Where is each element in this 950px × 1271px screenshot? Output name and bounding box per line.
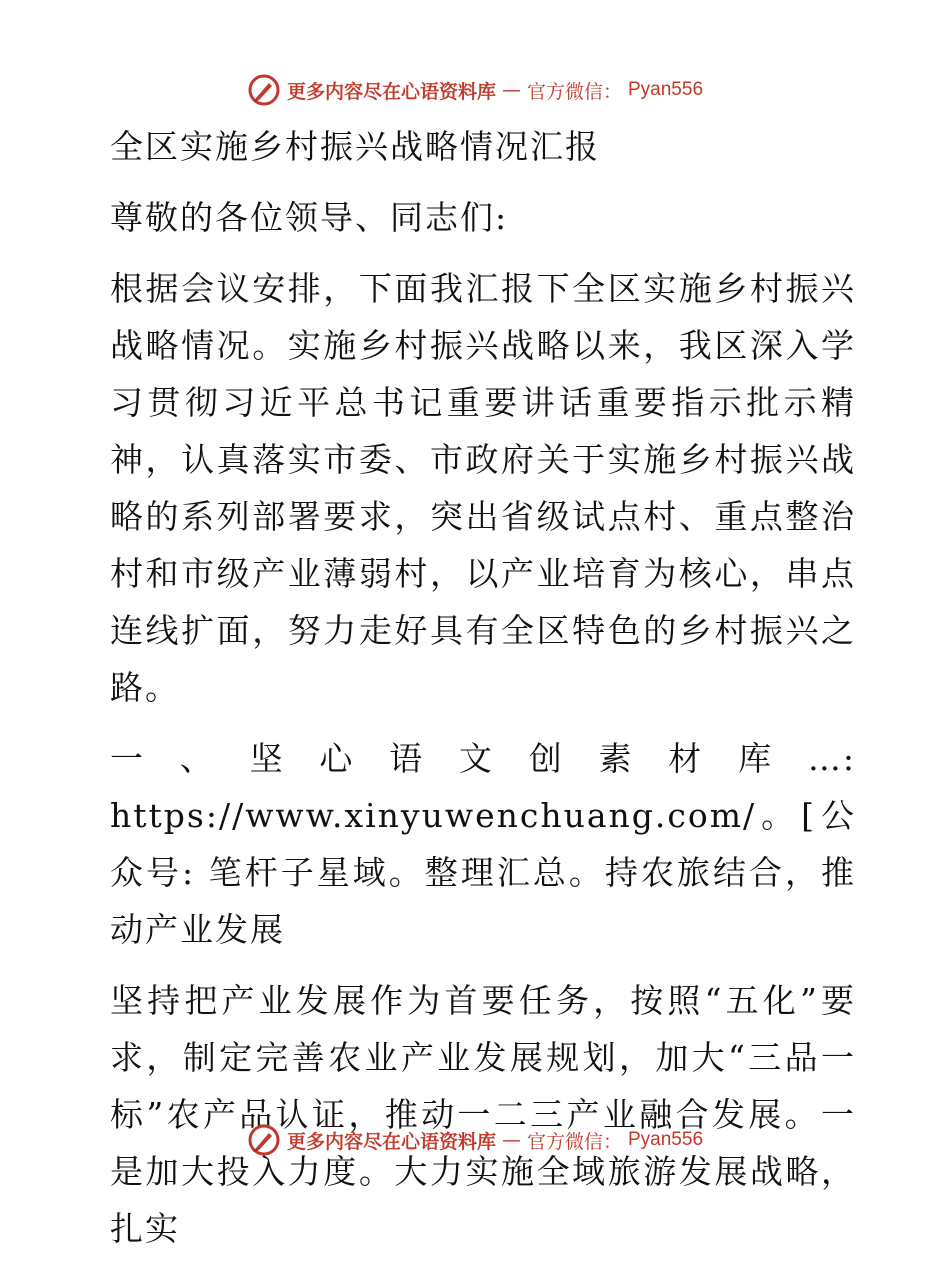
header-watermark <box>0 70 950 110</box>
watermark-separator: — <box>501 79 521 101</box>
paragraph-3: 坚持把产业发展作为首要任务，按照“五化”要求，制定完善农业产业发展规划，加大“三品一标”农产品认证，推动一二三产业融合发展。一是加大投入力度。大力实施全域旅游发展战略，扎实 <box>110 981 856 1248</box>
pen-logo-icon <box>247 1123 281 1157</box>
watermark-contact-id: Pyan556 <box>628 79 704 100</box>
watermark-contact-label: 官方微信： <box>526 1130 622 1153</box>
paragraph-2: 一、坚心语文创素材库…: https://www.xinyuwenchuang.com/。[公众号: 笔杆子星域。整理汇总。持农旅结合，推动产业发展 <box>110 739 856 949</box>
watermark-contact-label: 官方微信： <box>526 80 622 103</box>
watermark-brand: 更多内容尽在心语资料库 <box>286 1130 496 1153</box>
document-body <box>96 118 856 1271</box>
watermark-contact-id: Pyan556 <box>628 1129 704 1150</box>
document-title: 全区实施乡村振兴战略情况汇报 <box>110 127 600 166</box>
pen-logo-icon <box>247 73 281 107</box>
footer-watermark <box>0 1120 950 1160</box>
document-salutation: 尊敬的各位领导、同志们: <box>110 198 509 237</box>
watermark-separator: — <box>501 1129 521 1151</box>
watermark-brand: 更多内容尽在心语资料库 <box>286 80 496 103</box>
paragraph-1: 根据会议安排，下面我汇报下全区实施乡村振兴战略情况。实施乡村振兴战略以来，我区深入学习贯彻习近平总书记重要讲话重要指示批示精神，认真落实市委、市政府关于实施乡村振兴战略的系列部署要求，突出省级试点村、重点整治村和市级产业薄弱村，以产业培育为核心，串点连线扩面，努力走好具有全区特色的乡村振兴之路。 <box>110 269 856 707</box>
